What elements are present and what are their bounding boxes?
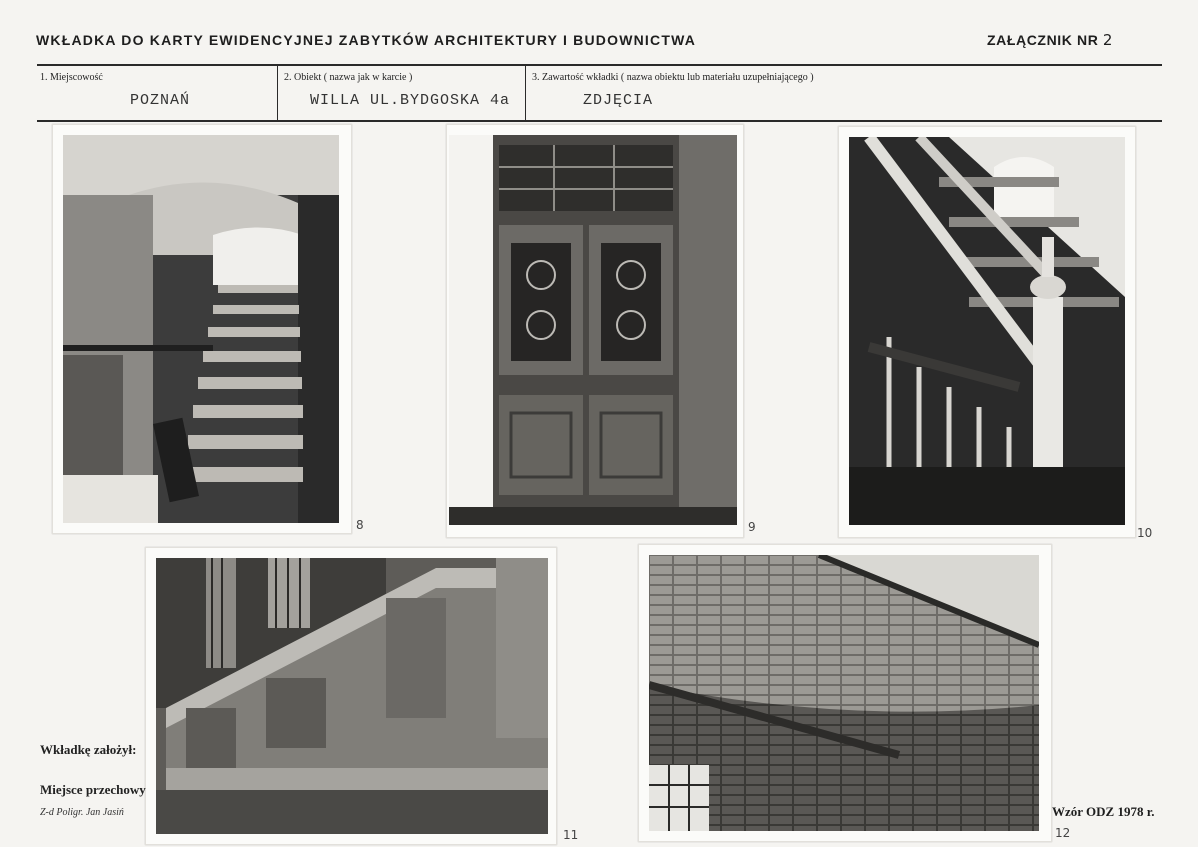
annex-label-text: ZAŁĄCZNIK NR [987, 32, 1099, 48]
photo-terrace-parapet-image [156, 558, 548, 834]
photo-cellar-stairs [52, 124, 352, 534]
header-top-rule [37, 64, 1162, 66]
photo-entrance-door-image [449, 135, 737, 525]
field-label-content: 3. Zawartość wkładki ( nazwa obiektu lub materiału uzupełniającego ) [532, 72, 814, 83]
printer-imprint: Z-d Poligr. Jan Jasiń [40, 807, 124, 818]
photo-staircase-balustrade [838, 126, 1136, 538]
annex-number: 2 [1102, 31, 1114, 49]
photo-brick-vault [638, 544, 1052, 842]
field-label-locality: 1. Miejscowość [40, 72, 103, 83]
photo-number-10: 10 [1137, 526, 1153, 540]
field-value-content: ZDJĘCIA [583, 92, 654, 109]
annex-label [987, 31, 1113, 49]
photo-entrance-door [446, 124, 744, 538]
photo-brick-vault-image [649, 555, 1039, 831]
field-value-object: WILLA UL.BYDGOSKA 4a [310, 92, 511, 109]
photo-number-12: 12 [1055, 826, 1071, 840]
field-value-locality: POZNAŃ [130, 92, 191, 109]
field-label-object: 2. Obiekt ( nazwa jak w karcie ) [284, 72, 413, 83]
photo-terrace-parapet [145, 547, 557, 845]
created-by-label: Wkładkę założył: [40, 742, 137, 757]
card-title: WKŁADKA DO KARTY EWIDENCYJNEJ ZABYTKÓW ARCHITEKTURY I BUDOWNICTWA [36, 32, 697, 48]
photo-cellar-stairs-image [63, 135, 339, 523]
photo-number-9: 9 [748, 520, 756, 534]
field-divider-2 [525, 66, 526, 120]
photo-staircase-balustrade-image [849, 137, 1125, 525]
photo-number-11: 11 [563, 828, 579, 842]
header-bottom-rule [37, 120, 1162, 122]
form-code: Wzór ODZ 1978 r. [1052, 804, 1155, 819]
field-divider-1 [277, 66, 278, 120]
photo-number-8: 8 [356, 518, 364, 532]
storage-location-label: Miejsce przechowy [40, 782, 146, 797]
